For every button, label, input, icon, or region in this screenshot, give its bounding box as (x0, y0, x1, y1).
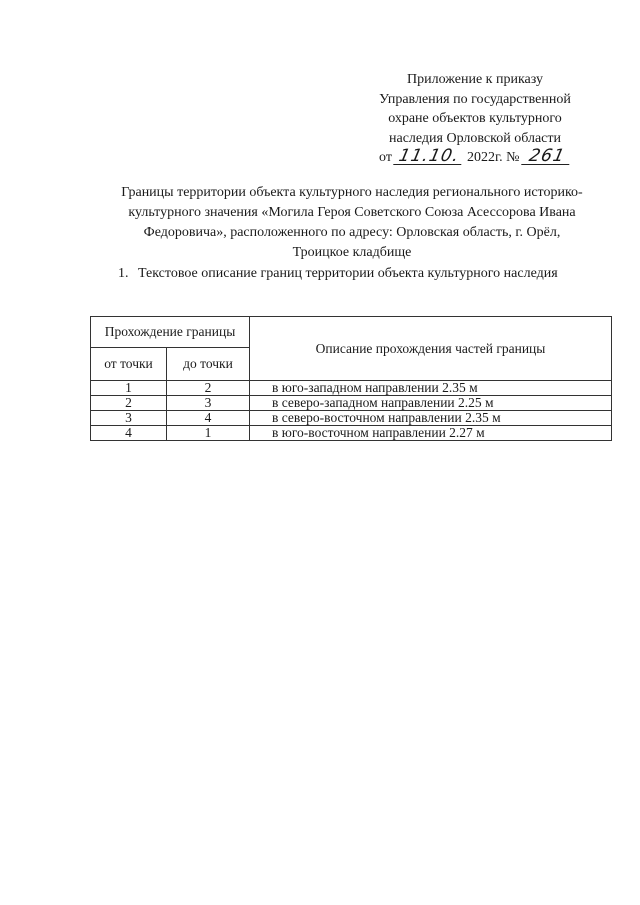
title-line: культурного значения «Могила Героя Советского Союза Асессорова Ивана (128, 205, 576, 220)
cell-description: в северо-западном направлении 2.25 м (250, 396, 612, 411)
header-description: Описание прохождения частей границы (250, 317, 612, 381)
title-line: Границы территории объекта культурного наследия регионального историко- (121, 185, 583, 200)
header-to-point: до точки (167, 348, 250, 381)
date-prefix: от (379, 150, 392, 165)
cell-from: 2 (91, 396, 167, 411)
title-line: Троицкое кладбище (292, 245, 412, 260)
cell-from: 1 (91, 381, 167, 396)
handwritten-date: 11.10. (394, 148, 466, 165)
table-row (91, 426, 612, 441)
header-line: Приложение к приказу (407, 72, 543, 87)
title-line: Федоровича», расположенного по адресу: Орловская область, г. Орёл, (143, 225, 561, 240)
document-title (92, 183, 612, 263)
table-row (91, 396, 612, 411)
cell-from: 3 (91, 411, 167, 426)
appendix-header (340, 70, 610, 168)
cell-description: в юго-западном направлении 2.35 м (250, 381, 612, 396)
section-heading (118, 264, 612, 283)
table-row (91, 381, 612, 396)
cell-to: 1 (167, 426, 250, 441)
header-boundary-passage: Прохождение границы (91, 317, 250, 348)
cell-description: в северо-восточном направлении 2.35 м (250, 411, 612, 426)
section-text: Текстовое описание границ территории объекта культурного наследия (138, 266, 558, 281)
cell-from: 4 (91, 426, 167, 441)
header-from-point: от точки (91, 348, 167, 381)
year-text: 2022г. № (466, 150, 520, 165)
boundary-table (90, 316, 612, 441)
cell-to: 2 (167, 381, 250, 396)
header-line: Управления по государственной (379, 91, 571, 107)
cell-to: 3 (167, 396, 250, 411)
order-date-line (340, 148, 610, 168)
header-line: охране объектов культурного (388, 111, 562, 126)
cell-to: 4 (167, 411, 250, 426)
handwritten-order-number: 261 (521, 148, 573, 165)
cell-description: в юго-восточном направлении 2.27 м (250, 426, 612, 441)
header-line: наследия Орловской области (388, 130, 562, 146)
table-row (91, 411, 612, 426)
section-number: 1. (118, 266, 129, 281)
